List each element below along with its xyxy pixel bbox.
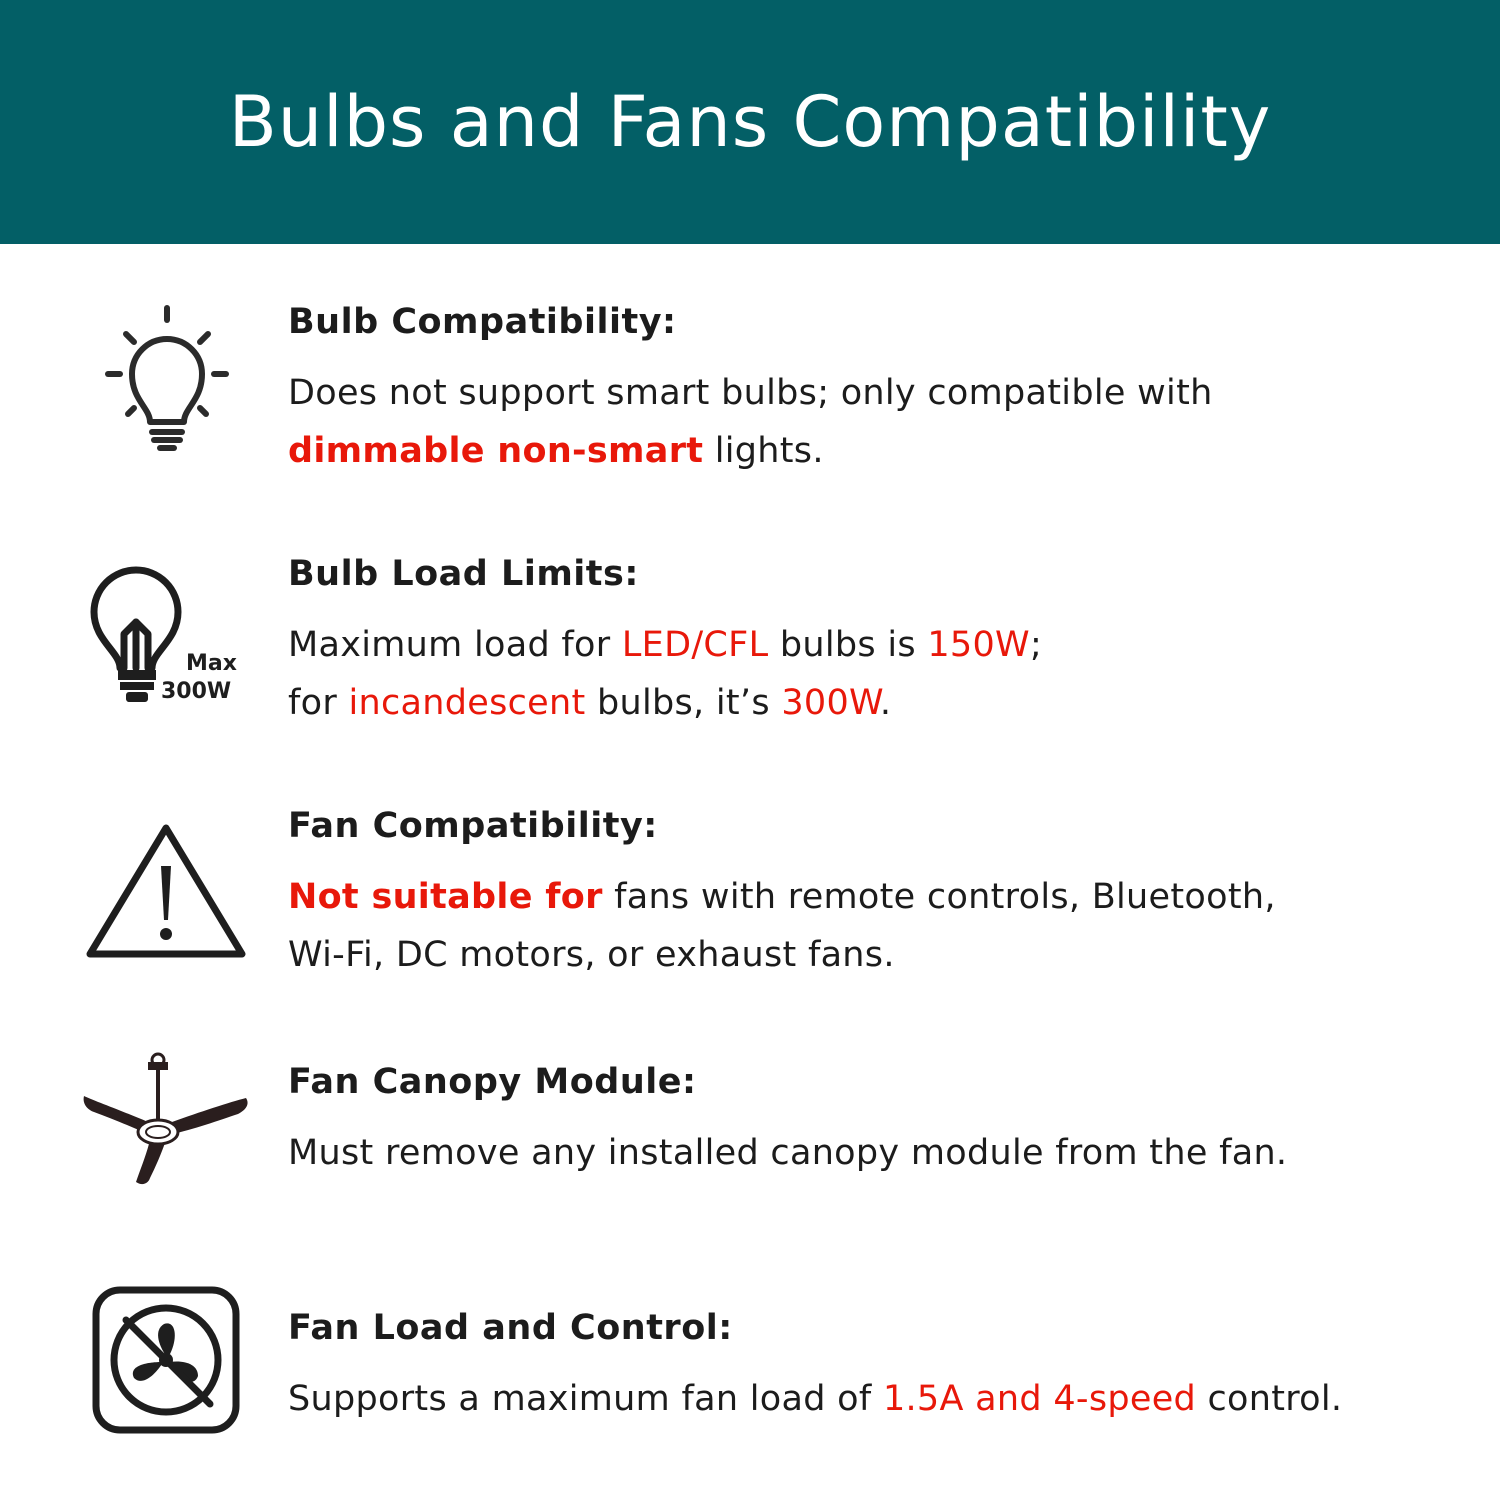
item-body — [288, 616, 1042, 732]
item-body — [288, 1124, 1287, 1182]
body-text: Maximum load for — [288, 625, 622, 665]
body-line — [288, 422, 1213, 480]
item-text — [288, 1308, 1342, 1428]
header-banner — [0, 0, 1500, 244]
body-line — [288, 616, 1042, 674]
highlight-text: incandescent — [348, 683, 586, 723]
item-body — [288, 1370, 1342, 1428]
item-text — [288, 554, 1042, 732]
body-text: bulbs is — [768, 625, 928, 665]
body-line: Wi-Fi, DC motors, or exhaust fans. — [288, 935, 895, 975]
icon-label-300w: 300W — [161, 679, 232, 704]
item-body — [288, 868, 1276, 984]
item-heading: Fan Canopy Module: — [288, 1062, 697, 1102]
body-text: ; — [1029, 625, 1043, 665]
body-line — [288, 674, 1042, 732]
no-exhaust-fan-icon — [92, 1286, 240, 1434]
item-heading: Bulb Compatibility: — [288, 302, 677, 342]
bulb-max-300w-icon — [86, 564, 246, 714]
item-text — [288, 1062, 1287, 1182]
warning-triangle-icon — [84, 820, 248, 962]
body-text: Supports a maximum fan load of — [288, 1379, 883, 1419]
item-heading: Fan Load and Control: — [288, 1308, 733, 1348]
highlight-text: dimmable non-smart — [288, 431, 704, 471]
highlight-text: Not suitable for — [288, 877, 603, 917]
body-text: control. — [1196, 1379, 1343, 1419]
body-text: lights. — [703, 431, 824, 471]
body-text: for — [288, 683, 349, 723]
body-text: bulbs, it’s — [585, 683, 782, 723]
item-text — [288, 806, 1276, 984]
item-text — [288, 302, 1213, 480]
icon-label-max: Max — [186, 651, 237, 676]
item-body — [288, 364, 1213, 480]
item-heading: Bulb Load Limits: — [288, 554, 639, 594]
item-heading: Fan Compatibility: — [288, 806, 658, 846]
body-text: . — [879, 683, 892, 723]
body-line — [288, 868, 1276, 926]
highlight-text: LED/CFL — [621, 625, 769, 665]
highlight-text: 150W — [927, 625, 1030, 665]
ceiling-fan-icon — [80, 1052, 254, 1192]
body-line: Must remove any installed canopy module from the fan. — [288, 1133, 1288, 1173]
highlight-text: 1.5A and 4-speed — [882, 1379, 1197, 1419]
body-line: Does not support smart bulbs; only compatible with — [288, 373, 1213, 413]
lightbulb-shining-icon — [100, 304, 234, 454]
body-text: fans with remote controls, Bluetooth, — [602, 877, 1276, 917]
page-title: Bulbs and Fans Compatibility — [228, 81, 1272, 163]
body-line — [288, 1370, 1342, 1428]
highlight-text: 300W — [781, 683, 880, 723]
